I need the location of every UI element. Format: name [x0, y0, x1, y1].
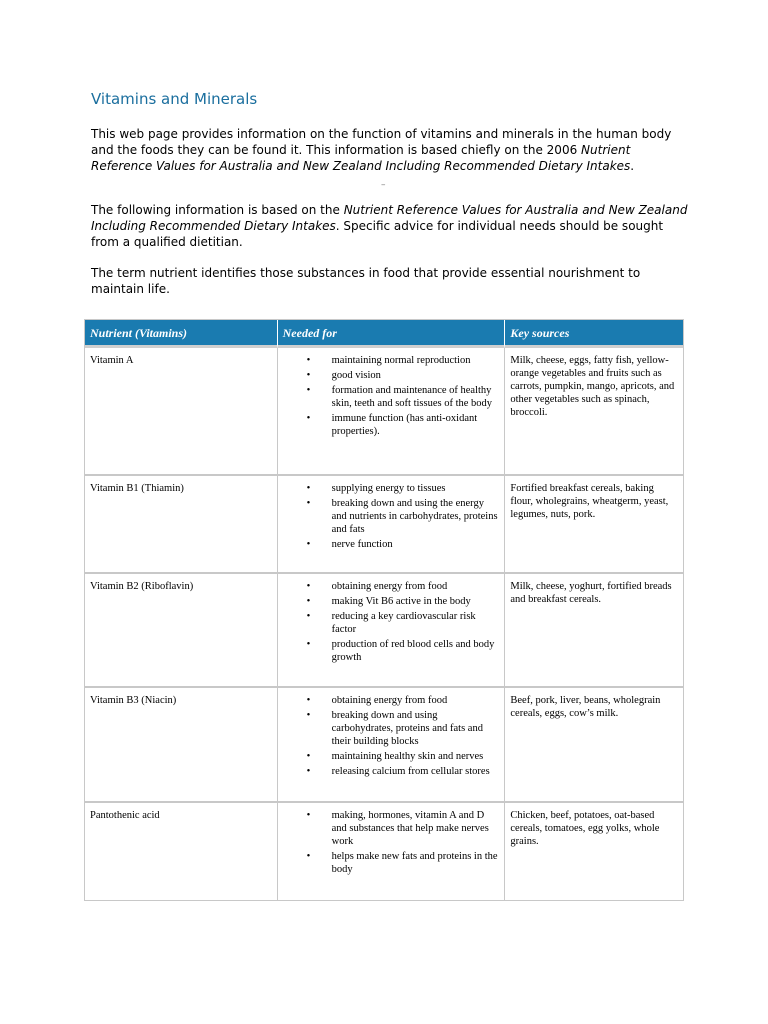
column-header-key-sources: Key sources	[505, 320, 683, 348]
separator-mark: –	[381, 180, 386, 190]
list-item: • making, hormones, vitamin A and D and substances that help make nerves work	[283, 809, 500, 848]
list-item: • good vision	[283, 369, 500, 382]
nutrient-cell: Vitamin B2 (Riboflavin)	[85, 574, 278, 688]
table-row	[85, 476, 683, 574]
table-row	[85, 688, 683, 803]
list-item: • reducing a key cardiovascular risk factor	[283, 610, 500, 636]
basis-paragraph: The following information is based on the Nutrient Reference Values for Australia and New Zealand Including Recommended Dietary Intakes. Specific advice for individual needs should be sought from a qualified dietitian.	[91, 203, 688, 249]
column-header-needed-for: Needed for	[278, 320, 506, 348]
needed-for-list	[283, 694, 500, 778]
table-header-row	[85, 320, 683, 348]
list-item: • formation and maintenance of healthy skin, teeth and soft tissues of the body	[283, 384, 500, 410]
key-sources-cell: Milk, cheese, eggs, fatty fish, yellow-orange vegetables and fruits such as carrots, pumpkin, mango, apricots, and other vegetables such as spinach, broccoli.	[505, 348, 683, 476]
list-item: • breaking down and using carbohydrates, proteins and fats and their building blocks	[283, 709, 500, 748]
basis-reference-title: Nutrient Reference Values for Australia and New Zealand Including Recommended Dietary Intakes	[91, 203, 688, 233]
list-item: • making Vit B6 active in the body	[283, 595, 500, 608]
needed-for-list	[283, 482, 500, 551]
list-item: • nerve function	[283, 538, 500, 551]
intro-reference-title: Nutrient Reference Values for Australia and New Zealand Including Recommended Dietary Intakes	[91, 143, 631, 173]
vitamins-table	[84, 319, 684, 901]
table-row	[85, 803, 683, 900]
needed-for-list	[283, 354, 500, 438]
nutrient-cell: Vitamin B1 (Thiamin)	[85, 476, 278, 574]
needed-for-cell	[278, 348, 506, 476]
needed-for-cell	[278, 688, 506, 803]
key-sources-cell: Chicken, beef, potatoes, oat-based cereals, tomatoes, egg yolks, whole grains.	[510, 810, 660, 847]
list-item: • immune function (has anti-oxidant properties).	[283, 412, 500, 438]
table-row	[85, 574, 683, 688]
list-item: • obtaining energy from food	[283, 694, 500, 707]
list-item: • releasing calcium from cellular stores	[283, 765, 500, 778]
needed-for-cell	[278, 574, 506, 688]
definition-paragraph: The term nutrient identifies those substances in food that provide essential nourishment to maintain life.	[91, 266, 641, 296]
list-item: • obtaining energy from food	[283, 580, 500, 593]
list-item: • maintaining healthy skin and nerves	[283, 750, 500, 763]
list-item: • helps make new fats and proteins in the body	[283, 850, 500, 876]
page-title: Vitamins and Minerals	[91, 90, 258, 108]
list-item: • breaking down and using the energy and nutrients in carbohydrates, proteins and fats	[283, 497, 500, 536]
needed-for-cell	[278, 803, 506, 900]
intro-paragraph: This web page provides information on the function of vitamins and minerals in the human body and the foods they can be found it. This information is based chiefly on the 2006 Nutrient Reference Values for Australia and New Zealand Including Recommended Dietary Intakes.	[91, 127, 672, 173]
needed-for-list	[283, 580, 500, 664]
nutrient-cell: Vitamin B3 (Niacin)	[85, 688, 278, 803]
column-header-nutrient: Nutrient (Vitamins)	[85, 320, 278, 348]
table-row	[85, 348, 683, 476]
list-item: • supplying energy to tissues	[283, 482, 500, 495]
list-item: • production of red blood cells and body growth	[283, 638, 500, 664]
needed-for-list	[283, 809, 500, 876]
nutrient-cell: Vitamin A	[85, 348, 278, 476]
key-sources-cell: Beef, pork, liver, beans, wholegrain cereals, eggs, cow’s milk.	[505, 688, 683, 803]
key-sources-cell: Milk, cheese, yoghurt, fortified breads and breakfast cereals.	[505, 574, 683, 688]
list-item: • maintaining normal reproduction	[283, 354, 500, 367]
nutrient-cell: Pantothenic acid	[85, 803, 278, 900]
key-sources-cell: Fortified breakfast cereals, baking flour, wholegrains, wheatgerm, yeast, legumes, nuts, pork.	[505, 476, 683, 574]
needed-for-cell	[278, 476, 506, 574]
